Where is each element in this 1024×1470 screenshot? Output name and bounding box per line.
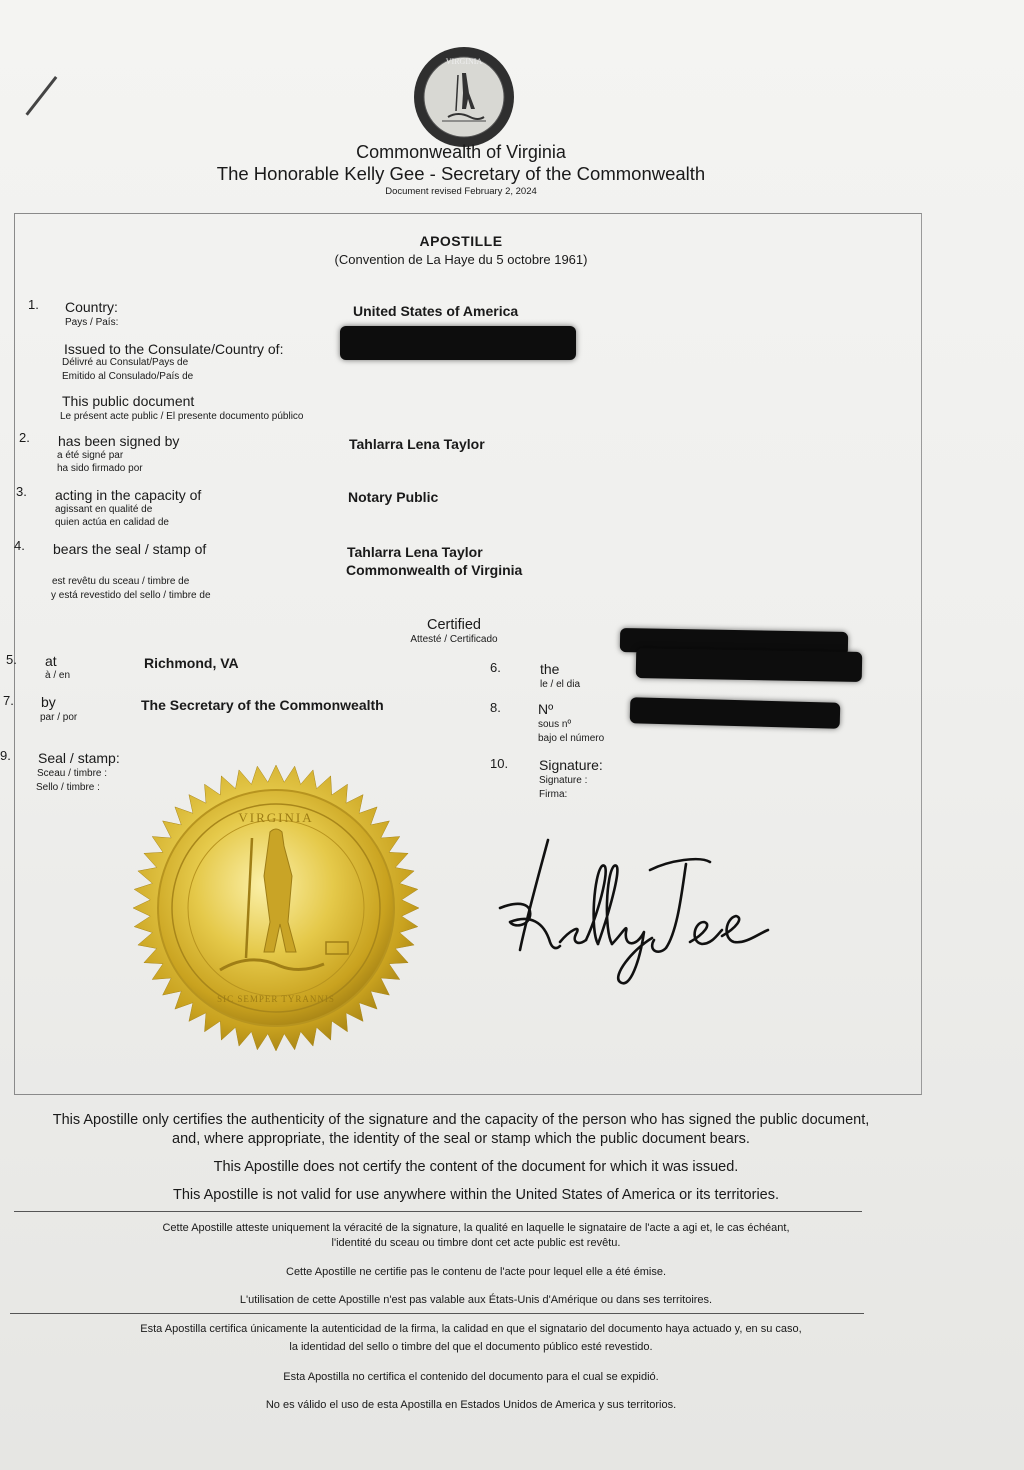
field-9-translation-es: Sello / timbre : — [36, 782, 100, 793]
field-4-label: bears the seal / stamp of — [53, 541, 207, 557]
disclaimer-en-4: This Apostille is not valid for use anywhere within the United States of America or its territories. — [172, 1187, 780, 1203]
svg-text:VIRGINIA: VIRGINIA — [238, 810, 314, 825]
header-state: Commonwealth of Virginia — [356, 142, 566, 162]
field-1b-label: Issued to the Consulate/Country of: — [64, 341, 284, 357]
disclaimer-fr-2: l'identité du sceau ou timbre dont cet acte public est revêtu. — [331, 1237, 621, 1249]
field-2-translation-es: ha sido firmado por — [57, 463, 143, 474]
field-7-translation: par / por — [40, 712, 78, 723]
field-3-label: acting in the capacity of — [55, 487, 202, 503]
disclaimer-es-2: la identidad del sello o timbre del que el documento público esté revestido. — [289, 1341, 653, 1353]
field-10-label: Signature: — [539, 757, 603, 773]
disclaimer-es-4: No es válido el uso de esta Apostilla en Estados Unidos de America y sus territorios. — [265, 1399, 677, 1411]
apostille-subtitle: (Convention de La Haye du 5 octobre 1961) — [334, 252, 588, 267]
field-5-label: at — [45, 653, 57, 669]
field-3-value: Notary Public — [348, 489, 439, 505]
redaction-consulate — [340, 326, 576, 360]
disclaimer-fr-1: Cette Apostille atteste uniquement la véracité de la signature, la qualité en laquelle le signataire de l'acte a agi et, le cas échéant, — [162, 1222, 790, 1234]
field-1-label: Country: — [65, 299, 118, 315]
gold-embossed-seal — [130, 762, 422, 1054]
field-9-translation-fr: Sceau / timbre : — [37, 768, 108, 779]
field-5-value: Richmond, VA — [144, 655, 239, 671]
field-8-translation-fr: sous nº — [538, 719, 572, 730]
field-7-label: by — [41, 694, 56, 710]
disclaimer-es-1: Esta Apostilla certifica únicamente la autenticidad de la firma, la calidad en que el signatario del documento haya actuado y, en su caso, — [140, 1323, 802, 1335]
field-1b-translation-fr: Délivré au Consulat/Pays de — [62, 357, 189, 368]
field-8-number: 8. — [490, 700, 501, 715]
field-2-translation-fr: a été signé par — [57, 450, 124, 461]
field-2-number: 2. — [19, 430, 30, 445]
field-8-label: Nº — [538, 701, 554, 717]
disclaimer-en-3: This Apostille does not certify the content of the document for which it was issued. — [213, 1159, 739, 1175]
field-8-translation-es: bajo el número — [538, 733, 605, 744]
field-10-number: 10. — [490, 756, 509, 771]
redaction-date — [636, 648, 862, 682]
disclaimer-fr-3: Cette Apostille ne certifie pas le contenu de l'acte pour lequel elle a été émise. — [286, 1266, 666, 1278]
redaction-number — [630, 697, 841, 728]
field-2-value: Tahlarra Lena Taylor — [349, 436, 485, 452]
field-1b-translation-es: Emitido al Consulado/País de — [62, 371, 194, 382]
header-office: The Honorable Kelly Gee - Secretary of the Commonwealth — [216, 163, 706, 184]
field-1-translation: Pays / País: — [65, 317, 119, 328]
disclaimer-en-2: and, where appropriate, the identity of the seal or stamp which the public document bears. — [172, 1131, 750, 1147]
field-5-number: 5. — [6, 652, 17, 667]
field-1c-label: This public document — [62, 393, 195, 409]
field-2-label: has been signed by — [58, 433, 180, 449]
virginia-state-seal — [412, 45, 516, 149]
field-9-number: 9. — [0, 748, 11, 763]
field-4-translation-es: y está revestido del sello / timbre de — [51, 590, 211, 601]
field-1-value: United States of America — [353, 303, 519, 319]
paperclip-mark — [25, 76, 57, 116]
field-1-number: 1. — [28, 297, 39, 312]
disclaimer-es-3: Esta Apostilla no certifica el contenido del documento para el cual se expidió. — [283, 1371, 659, 1383]
field-4-translation-fr: est revêtu du sceau / timbre de — [52, 576, 190, 587]
field-6-translation: le / el dia — [540, 679, 581, 690]
svg-text:VIRGINIA: VIRGINIA — [445, 57, 483, 66]
disclaimer-en-1: This Apostille only certifies the authenticity of the signature and the capacity of the person who has signed the public document, — [52, 1112, 870, 1128]
divider-en-fr — [14, 1211, 862, 1212]
header-revised: Document revised February 2, 2024 — [385, 186, 537, 197]
field-3-number: 3. — [16, 484, 27, 499]
apostille-title: APOSTILLE — [419, 233, 503, 249]
disclaimer-fr-4: L'utilisation de cette Apostille n'est pas valable aux États-Unis d'Amérique ou dans ses territoires. — [239, 1294, 713, 1306]
field-7-value: The Secretary of the Commonwealth — [141, 697, 384, 713]
field-4-number: 4. — [14, 538, 25, 553]
field-4-value-place: Commonwealth of Virginia — [346, 562, 523, 578]
divider-fr-es — [10, 1313, 864, 1314]
field-9-label: Seal / stamp: — [38, 750, 120, 766]
field-6-label: the — [540, 661, 560, 677]
certified-translation: Attesté / Certificado — [410, 634, 498, 645]
field-6-number: 6. — [490, 660, 501, 675]
svg-text:SIC SEMPER TYRANNIS: SIC SEMPER TYRANNIS — [217, 994, 335, 1004]
certified-label: Certified — [427, 617, 481, 633]
field-3-translation-es: quien actúa en calidad de — [55, 517, 169, 528]
field-1c-translation: Le présent acte public / El presente documento público — [60, 411, 304, 422]
field-10-translation-fr: Signature : — [539, 775, 588, 786]
field-3-translation-fr: agissant en qualité de — [55, 504, 153, 515]
handwritten-signature — [490, 830, 790, 1000]
field-5-translation: à / en — [45, 670, 71, 681]
field-7-number: 7. — [3, 693, 14, 708]
field-4-value-name: Tahlarra Lena Taylor — [347, 544, 483, 560]
field-10-translation-es: Firma: — [539, 789, 568, 800]
